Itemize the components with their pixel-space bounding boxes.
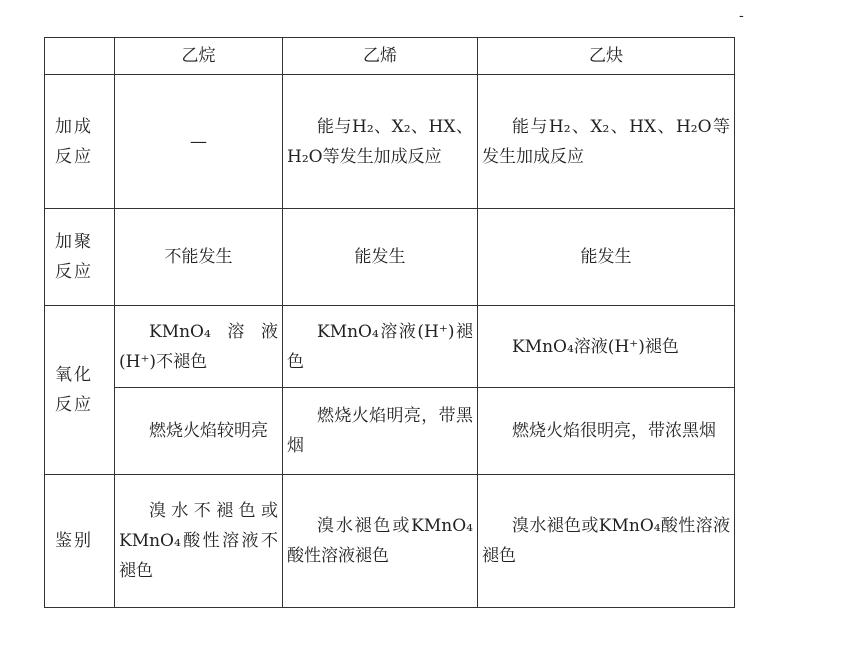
polymerization-ethane: 不能发生	[115, 209, 283, 306]
row-label-oxidation: 氧化反应	[45, 306, 115, 475]
addition-acetylene: 能与H₂、X₂、HX、H₂O等发生加成反应	[478, 75, 735, 209]
identification-ethane: 溴水不褪色或KMnO₄酸性溶液不褪色	[115, 475, 283, 608]
row-label-identification: 鉴别	[45, 475, 115, 608]
row-label-addition: 加成反应	[45, 75, 115, 209]
polymerization-ethylene: 能发生	[283, 209, 478, 306]
oxidation-combustion-ethane: 燃烧火焰较明亮	[115, 388, 283, 475]
addition-ethylene: 能与H₂、X₂、HX、H₂O等发生加成反应	[283, 75, 478, 209]
oxidation-combustion-acetylene: 燃烧火焰很明亮，带浓黑烟	[478, 388, 735, 475]
oxidation-kmno4-row	[45, 306, 735, 388]
oxidation-combustion-row	[45, 388, 735, 475]
oxidation-kmno4-acetylene: KMnO₄溶液(H⁺)褪色	[478, 306, 735, 388]
addition-row	[45, 75, 735, 209]
header-ethylene: 乙烯	[283, 38, 478, 75]
oxidation-kmno4-ethylene: KMnO₄溶液(H⁺)褪色	[283, 306, 478, 388]
corner-mark: -	[739, 8, 744, 24]
header-corner	[45, 38, 115, 75]
polymerization-row	[45, 209, 735, 306]
identification-ethylene: 溴水褪色或KMnO₄酸性溶液褪色	[283, 475, 478, 608]
oxidation-combustion-ethylene: 燃烧火焰明亮，带黑烟	[283, 388, 478, 475]
header-acetylene: 乙炔	[478, 38, 735, 75]
identification-acetylene: 溴水褪色或KMnO₄酸性溶液褪色	[478, 475, 735, 608]
header-ethane: 乙烷	[115, 38, 283, 75]
polymerization-acetylene: 能发生	[478, 209, 735, 306]
identification-row	[45, 475, 735, 608]
hydrocarbon-comparison-table	[44, 37, 735, 608]
row-label-polymerization: 加聚反应	[45, 209, 115, 306]
oxidation-kmno4-ethane: KMnO₄溶液(H⁺)不褪色	[115, 306, 283, 388]
addition-ethane: —	[115, 75, 283, 209]
header-row	[45, 38, 735, 75]
